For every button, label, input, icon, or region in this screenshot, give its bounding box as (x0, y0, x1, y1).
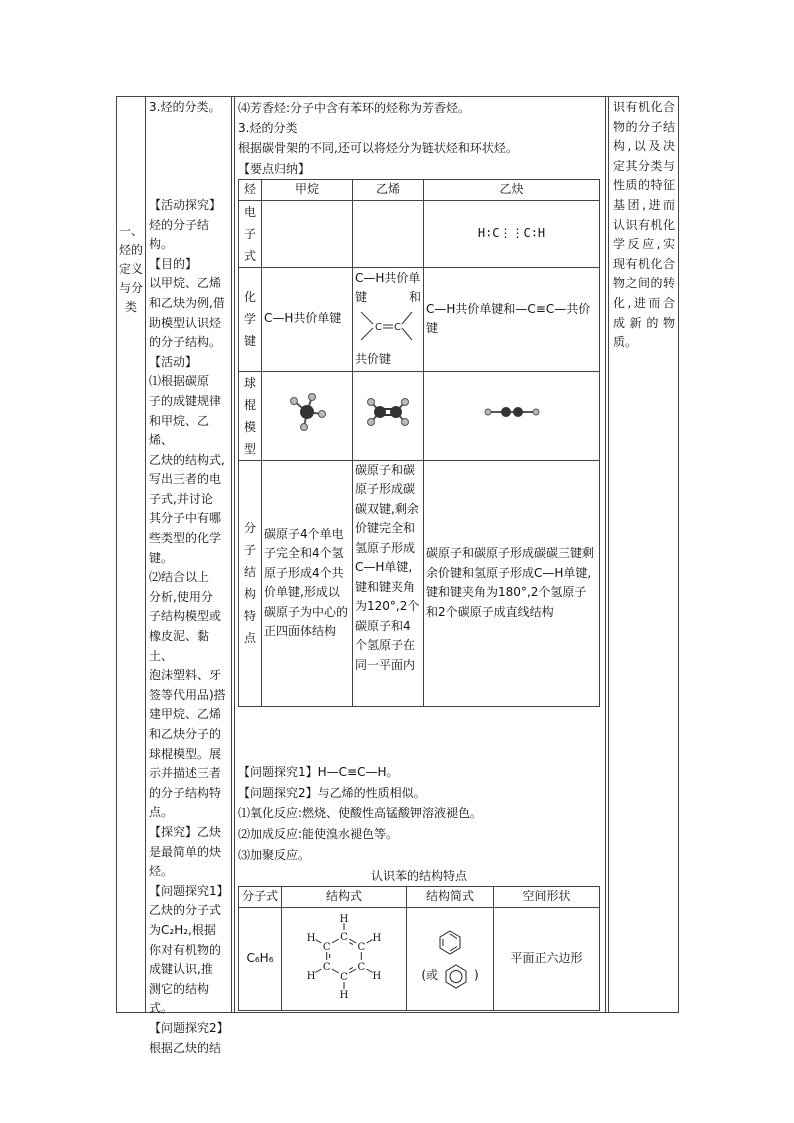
activity-line: ⑵结合以上 (149, 570, 210, 585)
carbon-atom: C (357, 961, 366, 973)
activity-line: 点。 (149, 805, 174, 820)
acetylene-ball-stick-model (424, 371, 600, 460)
alt-prefix: (或 (421, 968, 438, 983)
activity-line: 球棍模型。展 (149, 746, 222, 761)
hydrogen-atom: H (372, 932, 382, 944)
divider-5 (608, 96, 609, 1012)
ethylene-bond-line3: 共价键 (355, 352, 392, 366)
acetylene-structure: 碳原子和碳原子形成碳碳三键剩余价键和氢原子形成C—H单键,键和键夹角为180°,2个氢原子和2个碳原子成直线结构 (424, 460, 600, 706)
header-simplified: 结构简式 (407, 887, 494, 908)
hydrocarbon-table (238, 179, 600, 707)
benzene-title: 认识苯的结构特点 (370, 869, 467, 883)
acetylene-electron-formula: H∶C⋮⋮C∶H (424, 200, 600, 267)
activity-line (149, 157, 229, 177)
carbon-atom: C (322, 961, 331, 973)
alt-suffix: ) (474, 968, 479, 983)
activity-line: 的分子结构。 (149, 335, 222, 350)
methane-ball-stick-model (262, 371, 353, 460)
section-label: 一、烃的定义与分类 (118, 224, 143, 314)
divider-2 (231, 96, 232, 1012)
activity-line: 子结构模型或 (149, 609, 222, 624)
benzene-shape: 平面正六边形 (494, 907, 600, 1011)
activity-line: 【活动探究】 (149, 197, 222, 212)
divider-3 (234, 96, 235, 1012)
activity-column (149, 98, 229, 1058)
methane-electron-formula (262, 200, 353, 267)
methane-model-icon (282, 387, 332, 437)
ring-bond (349, 939, 356, 943)
ethylene-ball-stick-model (353, 371, 424, 460)
header-formula: 分子式 (239, 887, 282, 908)
benzene-structural-formula (282, 907, 407, 1011)
ring-bond (349, 969, 356, 973)
activity-line: 和乙炔为例,借 (149, 295, 225, 310)
activity-line: 为C₂H₂,根据 (149, 922, 216, 937)
ring-double-bond (349, 942, 352, 944)
header-acetylene: 乙炔 (424, 180, 600, 201)
carbon-atom: C (340, 971, 348, 983)
benzene-kekule-icon (436, 928, 464, 956)
activity-line: 橡皮泥、黏土、 (149, 629, 210, 663)
hydrogen-atom: H (372, 970, 382, 982)
activity-line (149, 137, 229, 157)
divider-1 (145, 96, 146, 1012)
ring-double-bond (349, 967, 352, 969)
hydrogen-atom: H (306, 970, 316, 982)
activity-line: 乙炔的结构式, (149, 452, 225, 467)
activity-line (149, 118, 229, 138)
activity-line: 其分子中有哪 (149, 511, 222, 526)
activity-line: 子式,并讨论 (149, 491, 213, 506)
reaction-polymerization: ⑶加聚反应。 (238, 848, 311, 862)
activity-line: 3.烃的分类。 (149, 100, 221, 114)
activity-line: 烃。 (149, 864, 174, 879)
classification-text: 根据碳骨架的不同,还可以将烃分为链状烃和环状烃。 (238, 141, 518, 155)
header-methane: 甲烷 (262, 180, 353, 201)
activity-line: 些类型的化学 (149, 531, 222, 546)
ch-bond (315, 939, 321, 943)
acetylene-model-icon (482, 404, 542, 420)
ethylene-bond-line1: C—H共价单 (355, 270, 421, 285)
activity-line: 测它的结构式。 (149, 981, 210, 1016)
activity-line: 乙炔的分子式 (149, 903, 222, 918)
activity-line: 【活动】 (149, 354, 198, 369)
activity-line: ⑴根据碳原 (149, 374, 210, 389)
row-label-structure-text: 分子结构特点 (243, 521, 256, 645)
activity-line: 根据乙炔的结 (149, 1040, 222, 1055)
benzene-table (238, 886, 600, 1011)
key-points-heading: 【要点归纳】 (238, 162, 311, 176)
problem-answer-1: 【问题探究1】H—C≡C—H。 (238, 765, 399, 779)
ethylene-bond (353, 267, 424, 371)
hydrogen-atom: H (339, 913, 349, 925)
ethylene-bond-he: 和 (408, 290, 421, 304)
carbon-atom: C (322, 941, 331, 953)
activity-line: 【探究】乙炔 (149, 824, 222, 839)
row-label-bond (239, 267, 262, 371)
benzene-alt-line (409, 962, 491, 990)
benzene-simplified-formula (407, 907, 494, 1011)
activity-line: 示并描述三者 (149, 766, 222, 781)
header-shape: 空间形状 (494, 887, 600, 908)
activity-line: 你对有机物的 (149, 942, 222, 957)
row-label-structure (239, 460, 262, 706)
header-ethylene: 乙烯 (353, 180, 424, 201)
activity-line (149, 176, 229, 196)
activity-line: 【目的】 (149, 256, 198, 271)
ethylene-bond-line2 (355, 288, 421, 308)
reaction-oxidation: ⑴氧化反应:燃烧、使酸性高锰酸钾溶液褪色。 (238, 806, 483, 820)
activity-line: 助模型认识烃 (149, 315, 222, 330)
header-structural: 结构式 (282, 887, 407, 908)
methane-structure: 碳原子4个单电子完全和4个氢原子形成4个共价单键,形成以碳原子为中心的正四面体结构 (262, 460, 353, 706)
row-label-model (239, 371, 262, 460)
activity-line: 建甲烷、乙烯 (149, 707, 222, 722)
activity-line: 是最简单的炔 (149, 844, 222, 859)
activity-line: 键。 (149, 550, 174, 565)
activity-line: 【问题探究1】 (149, 883, 229, 898)
goal-column: 识有机化合物的分子结构,以及决定其分类与性质的特征基团,进而认识有机化学反应,实现有机化合物之间的转化,进而合成新的物质。 (613, 100, 675, 350)
hydrogen-atom: H (306, 932, 316, 944)
ch-bond (315, 969, 321, 973)
header-hydrocarbon: 烃 (239, 180, 262, 201)
activity-line: 【问题探究2】 (149, 1020, 229, 1035)
activity-line: 写出三者的电 (149, 472, 222, 487)
activity-line: 成键认识,推 (149, 962, 213, 977)
aromatic-definition: ⑷芳香烃:分子中含有苯环的烃称为芳香烃。 (238, 101, 471, 115)
benzene-formula: C₆H₆ (239, 907, 282, 1011)
activity-line: 和甲烷、乙烯、 (149, 413, 210, 448)
ethylene-structure: 碳原子和碳原子形成碳碳双键,剩余价键完全和氢原子形成C—H单键,键和键夹角为120°,2个碳原子和4个氢原子在同一平面内 (353, 460, 424, 706)
acetylene-bond: C—H共价单键和—C≡C—共价键 (424, 267, 600, 371)
svg-text:C: C (375, 321, 382, 333)
reaction-addition: ⑵加成反应:能使溴水褪色等。 (238, 827, 399, 841)
activity-line: 子的成键规律 (149, 393, 222, 408)
activity-line: 烃的分子结构。 (149, 217, 210, 252)
row-label-electron-text: 电子式 (243, 204, 256, 263)
svg-text:C: C (394, 321, 401, 333)
ethylene-electron-formula (353, 200, 424, 267)
carbon-atom: C (340, 931, 348, 943)
row-label-electron (239, 200, 262, 267)
activity-line: 签等代用品)搭 (149, 687, 226, 702)
ring-bond (332, 939, 339, 943)
activity-line: 的分子结构特 (149, 785, 222, 800)
ethylene-model-icon (363, 394, 413, 430)
activity-line: 泡沫塑料、牙 (149, 668, 222, 683)
row-label-bond-text: 化学键 (243, 290, 256, 348)
hydrogen-atom: H (339, 989, 349, 1001)
ring-bond (332, 969, 339, 973)
row-label-model-text: 球棍模型 (243, 375, 256, 456)
classification-heading: 3.烃的分类 (238, 121, 298, 135)
ethylene-bond-jian: 键 (355, 290, 368, 304)
benzene-circle-icon (442, 962, 470, 990)
cc-double-bond-icon (355, 308, 415, 344)
activity-line: 分析,使用分 (149, 589, 213, 604)
problem-answer-2: 【问题探究2】与乙烯的性质相似。 (238, 786, 426, 800)
activity-line: 以甲烷、乙烯 (149, 276, 222, 291)
methane-bond: C—H共价单键 (262, 267, 353, 371)
benzene-structure-icon (294, 908, 394, 1004)
carbon-atom: C (357, 941, 366, 953)
divider-4 (605, 96, 606, 1012)
activity-line: 和乙炔分子的 (149, 727, 222, 741)
